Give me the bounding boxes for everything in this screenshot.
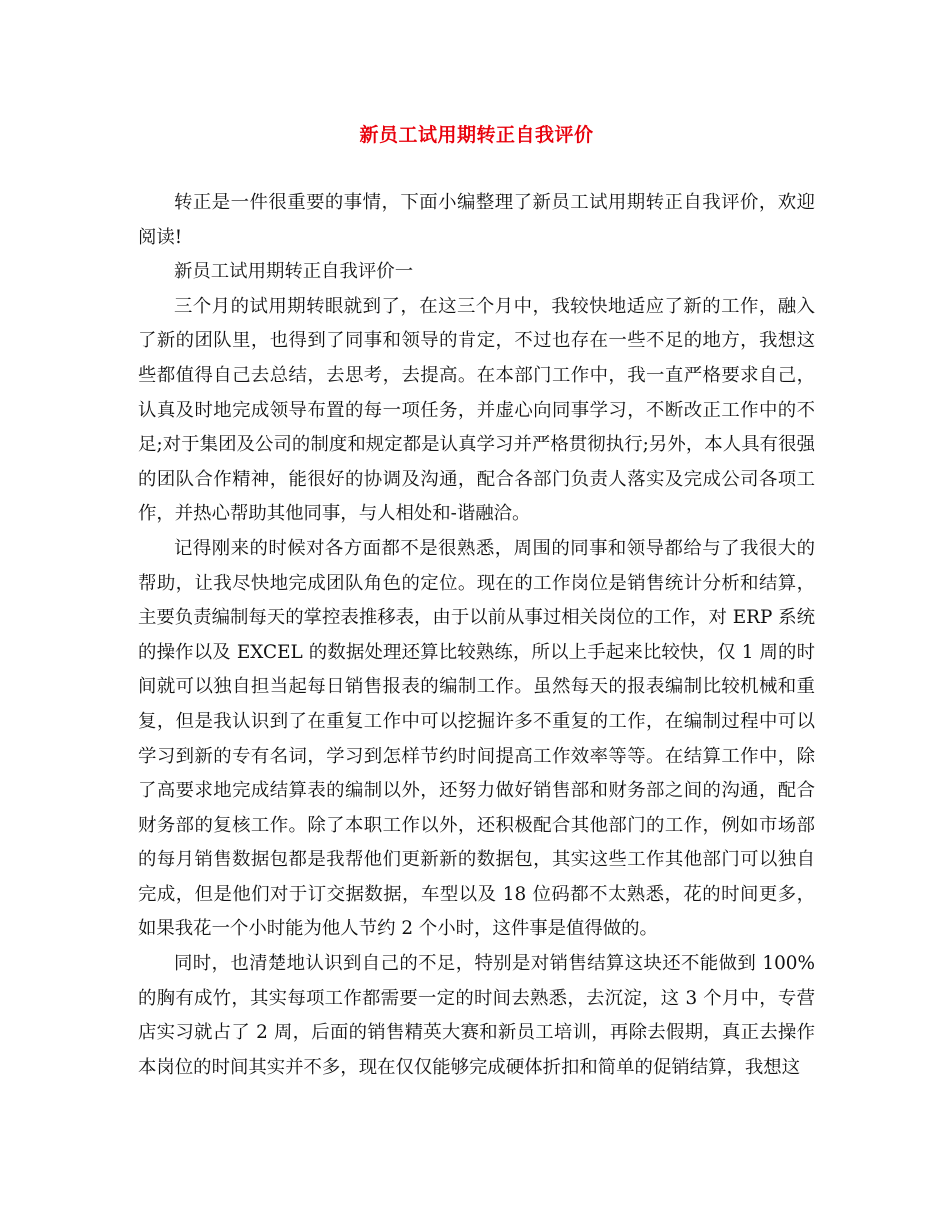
body-paragraph: 三个月的试用期转眼就到了，在这三个月中，我较快地适应了新的工作，融入了新的团队里，也得到了同事和领导的肯定，不过也存在一些不足的地方，我想这些都值得自己去总结，去思考，去提高。在本部门工作中，我一直严格要求自己，认真及时地完成领导布置的每一项任务，并虚心向同事学习，不断改正工作中的不足;对于集团及公司的制度和规定都是认真学习并严格贯彻执行;另外，本人具有很强的团队合作精神，能很好的协调及沟通，配合各部门负责人落实及完成公司各项工作，并热心帮助其他同事，与人相处和-谐融洽。 [138,295,815,525]
body-paragraph: 同时，也清楚地认识到自己的不足，特别是对销售结算这块还不能做到 100%的胸有成竹，其实每项工作都需要一定的时间去熟悉，去沉淀，这 3 个月中，专营店实习就占了 2 周，后面的销售精英大赛和新员工培训，再除去假期，真正去操作本岗位的时间其实并不多，现在仅仅能够完成硬体折扣和简单的促销结算，我想这 [138,953,815,1078]
document-title: 新员工试用期转正自我评价 [359,124,594,146]
body-paragraph: 记得刚来的时候对各方面都不是很熟悉，周围的同事和领导都给与了我很大的帮助，让我尽快地完成团队角色的定位。现在的工作岗位是销售统计分析和结算，主要负责编制每天的掌控表推移表，由于以前从事过相关岗位的工作，对 ERP 系统的操作以及 EXCEL 的数据处理还算比较熟练，所以上手起来比较快，仅 1 周的时间就可以独自担当起每日销售报表的编制工作。虽然每天的报表编制比较机械和重复，但是我认识到了在重复工作中可以挖掘许多不重复的工作，在编制过程中可以学习到新的专有名词，学习到怎样节约时间提高工作效率等等。在结算工作中，除了高要求地完成结算表的编制以外，还努力做好销售部和财务部之间的沟通，配合财务部的复核工作。除了本职工作以外，还积极配合其他部门的工作，例如市场部的每月销售数据包都是我帮他们更新新的数据包，其实这些工作其他部门可以独自完成，但是他们对于订交据数据，车型以及 18 位码都不太熟悉，花的时间更多，如果我花一个小时能为他人节约 2 个小时，这件事是值得做的。 [138,537,815,940]
intro-paragraph: 转正是一件很重要的事情，下面小编整理了新员工试用期转正自我评价，欢迎阅读! [138,192,815,248]
section-heading: 新员工试用期转正自我评价一 [174,261,414,283]
